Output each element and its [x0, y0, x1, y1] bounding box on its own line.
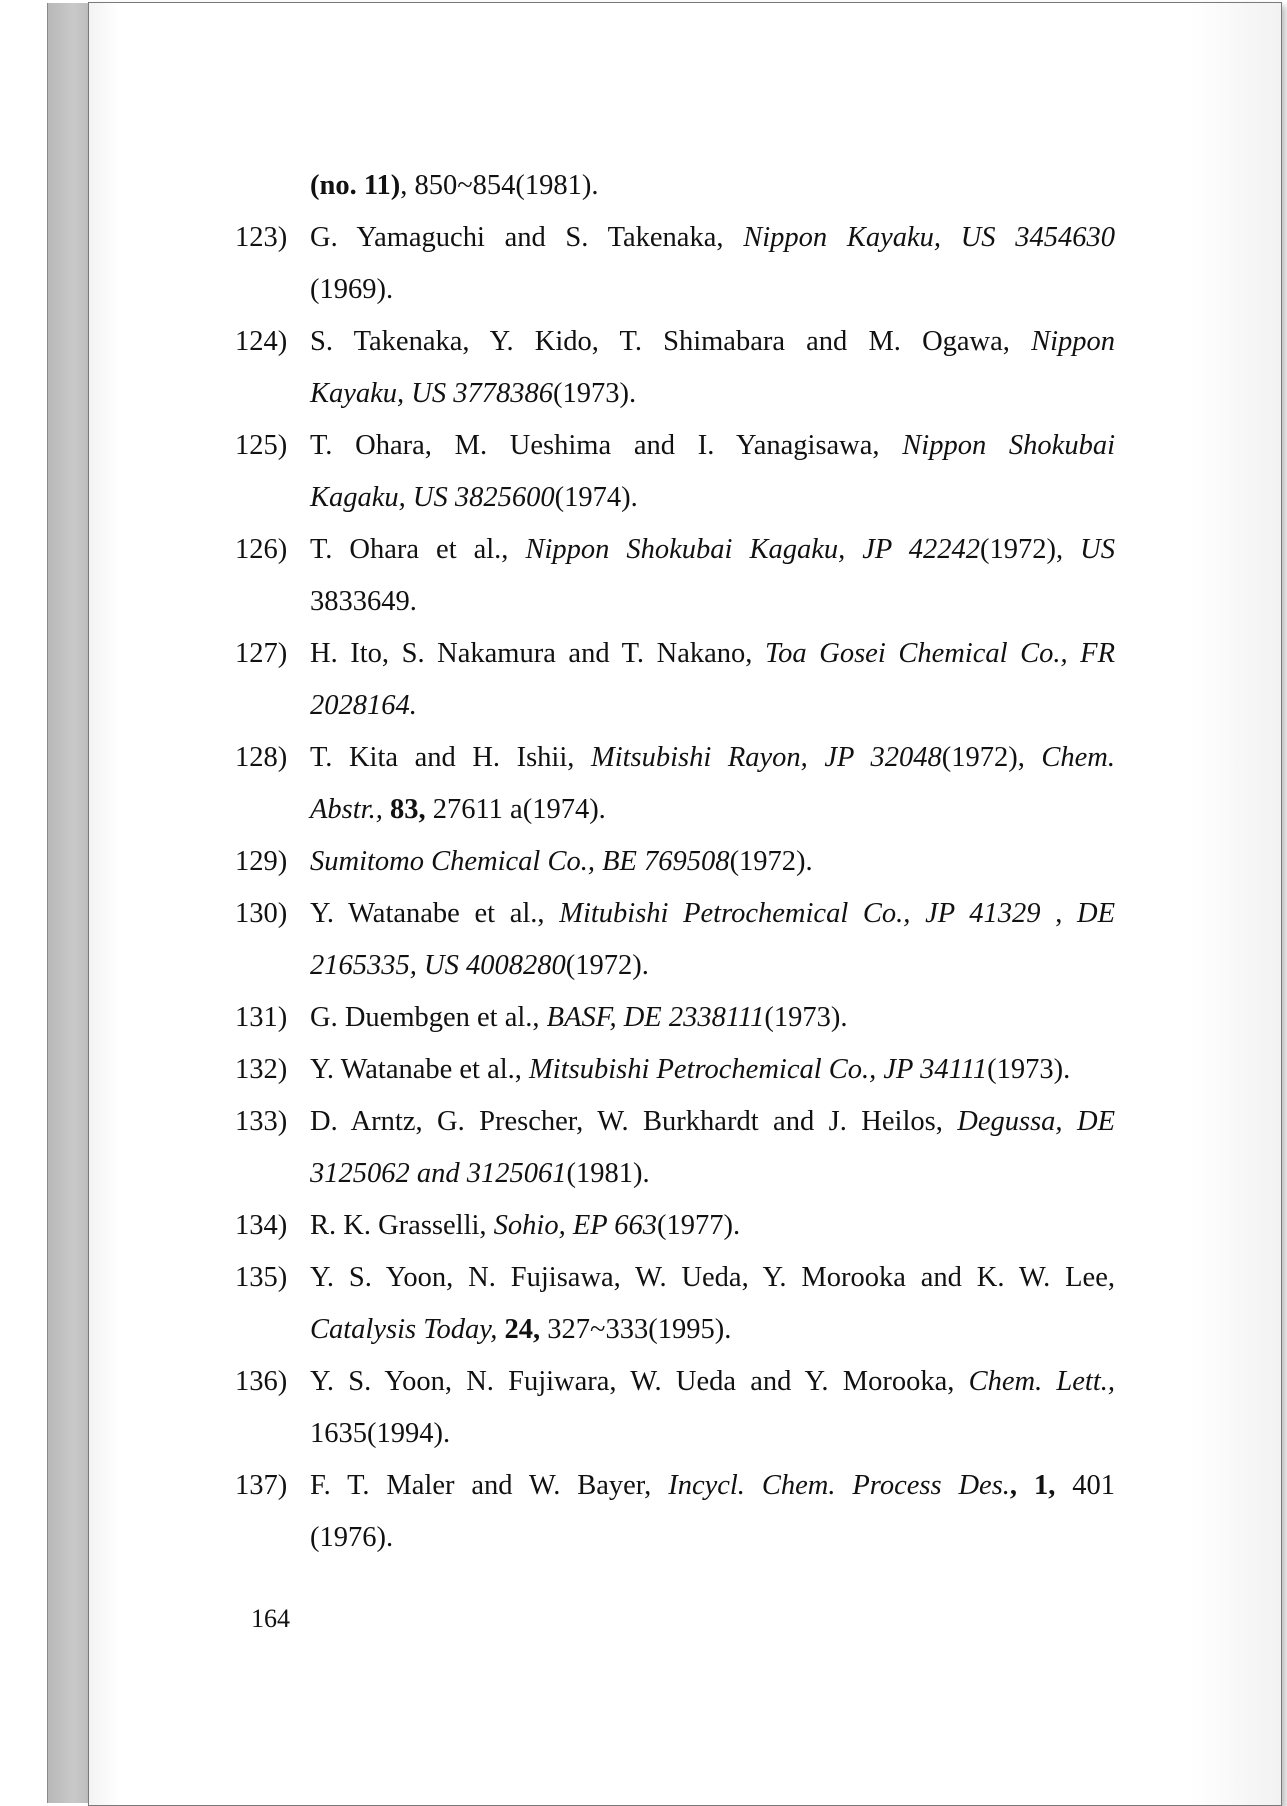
- reference-item: [235, 836, 1115, 888]
- reference-text: Y. Watanabe et al., Mitsubishi Petrochemical Co., JP 34111(1973).: [310, 1054, 1071, 1085]
- reference-number: 130): [235, 898, 288, 929]
- reference-item-continuation: [235, 1408, 1115, 1460]
- reference-number: 124): [235, 326, 288, 357]
- reference-number: 137): [235, 1470, 288, 1501]
- reference-text: 3833649.: [310, 586, 417, 617]
- reference-text: Y. S. Yoon, N. Fujiwara, W. Ueda and Y. Morooka, Chem. Lett.,: [310, 1366, 1116, 1397]
- reference-text: F. T. Maler and W. Bayer, Incycl. Chem. Process Des., 1, 401: [310, 1470, 1116, 1501]
- reference-item: [235, 628, 1115, 680]
- reference-text: R. K. Grasselli, Sohio, EP 663(1977).: [310, 1210, 741, 1241]
- reference-item-continuation: [235, 576, 1115, 628]
- reference-item: [235, 524, 1115, 576]
- reference-text: G. Yamaguchi and S. Takenaka, Nippon Kayaku, US 3454630: [310, 222, 1115, 253]
- reference-text: T. Ohara, M. Ueshima and I. Yanagisawa, Nippon Shokubai: [310, 430, 1115, 461]
- reference-item: [235, 1252, 1115, 1304]
- reference-text: D. Arntz, G. Prescher, W. Burkhardt and J. Heilos, Degussa, DE: [310, 1106, 1115, 1137]
- reference-continuation: [235, 160, 1115, 212]
- reference-text: Kagaku, US 3825600(1974).: [310, 482, 638, 513]
- reference-item-continuation: [235, 1304, 1115, 1356]
- reference-item: [235, 732, 1115, 784]
- reference-text: Catalysis Today, 24, 327~333(1995).: [310, 1314, 732, 1345]
- reference-number: 136): [235, 1366, 288, 1397]
- reference-number: 133): [235, 1106, 288, 1137]
- reference-number: 126): [235, 534, 288, 565]
- reference-item: [235, 1356, 1115, 1408]
- reference-item: [235, 992, 1115, 1044]
- reference-item: [235, 1460, 1115, 1512]
- reference-item: [235, 888, 1115, 940]
- page-number: 164: [251, 1604, 290, 1633]
- reference-text: 2028164.: [310, 690, 417, 721]
- reference-text: 1635(1994).: [310, 1418, 451, 1449]
- reference-item-continuation: [235, 264, 1115, 316]
- reference-text: Kayaku, US 3778386(1973).: [310, 378, 637, 409]
- reference-text: Y. S. Yoon, N. Fujisawa, W. Ueda, Y. Morooka and K. W. Lee,: [310, 1262, 1115, 1293]
- reference-text: 3125062 and 3125061(1981).: [310, 1158, 650, 1189]
- reference-list: [235, 160, 1115, 1564]
- reference-text: Abstr., 83, 27611 a(1974).: [310, 794, 606, 825]
- reference-number: 132): [235, 1054, 288, 1085]
- reference-item-continuation: [235, 940, 1115, 992]
- reference-item-continuation: [235, 1512, 1115, 1564]
- reference-item: [235, 212, 1115, 264]
- reference-item: [235, 1200, 1115, 1252]
- book-spine: [47, 3, 90, 1803]
- reference-number: 127): [235, 638, 288, 669]
- reference-text: G. Duembgen et al., BASF, DE 2338111(1973).: [310, 1002, 848, 1033]
- reference-item-continuation: [235, 472, 1115, 524]
- reference-number: 128): [235, 742, 288, 773]
- reference-item-continuation: [235, 680, 1115, 732]
- reference-text: S. Takenaka, Y. Kido, T. Shimabara and M. Ogawa, Nippon: [310, 326, 1115, 357]
- reference-text: Y. Watanabe et al., Mitubishi Petrochemical Co., JP 41329 , DE: [310, 898, 1115, 929]
- reference-item-continuation: [235, 368, 1115, 420]
- reference-text: (1969).: [310, 274, 394, 305]
- reference-text: Sumitomo Chemical Co., BE 769508(1972).: [310, 846, 813, 877]
- reference-number: 123): [235, 222, 288, 253]
- reference-item: [235, 420, 1115, 472]
- reference-item: [235, 1044, 1115, 1096]
- reference-text: (no. 11), 850~854(1981).: [310, 170, 599, 201]
- reference-number: 125): [235, 430, 288, 461]
- reference-text: 2165335, US 4008280(1972).: [310, 950, 649, 981]
- reference-number: 135): [235, 1262, 288, 1293]
- reference-number: 131): [235, 1002, 288, 1033]
- reference-item-continuation: [235, 1148, 1115, 1200]
- reference-text: T. Kita and H. Ishii, Mitsubishi Rayon, JP 32048(1972), Chem.: [310, 742, 1116, 773]
- reference-item: [235, 316, 1115, 368]
- reference-number: 134): [235, 1210, 288, 1241]
- reference-number: 129): [235, 846, 288, 877]
- reference-item: [235, 1096, 1115, 1148]
- reference-text: H. Ito, S. Nakamura and T. Nakano, Toa Gosei Chemical Co., FR: [310, 638, 1116, 669]
- reference-item-continuation: [235, 784, 1115, 836]
- reference-text: T. Ohara et al., Nippon Shokubai Kagaku, JP 42242(1972), US: [310, 534, 1116, 565]
- reference-text: (1976).: [310, 1522, 394, 1553]
